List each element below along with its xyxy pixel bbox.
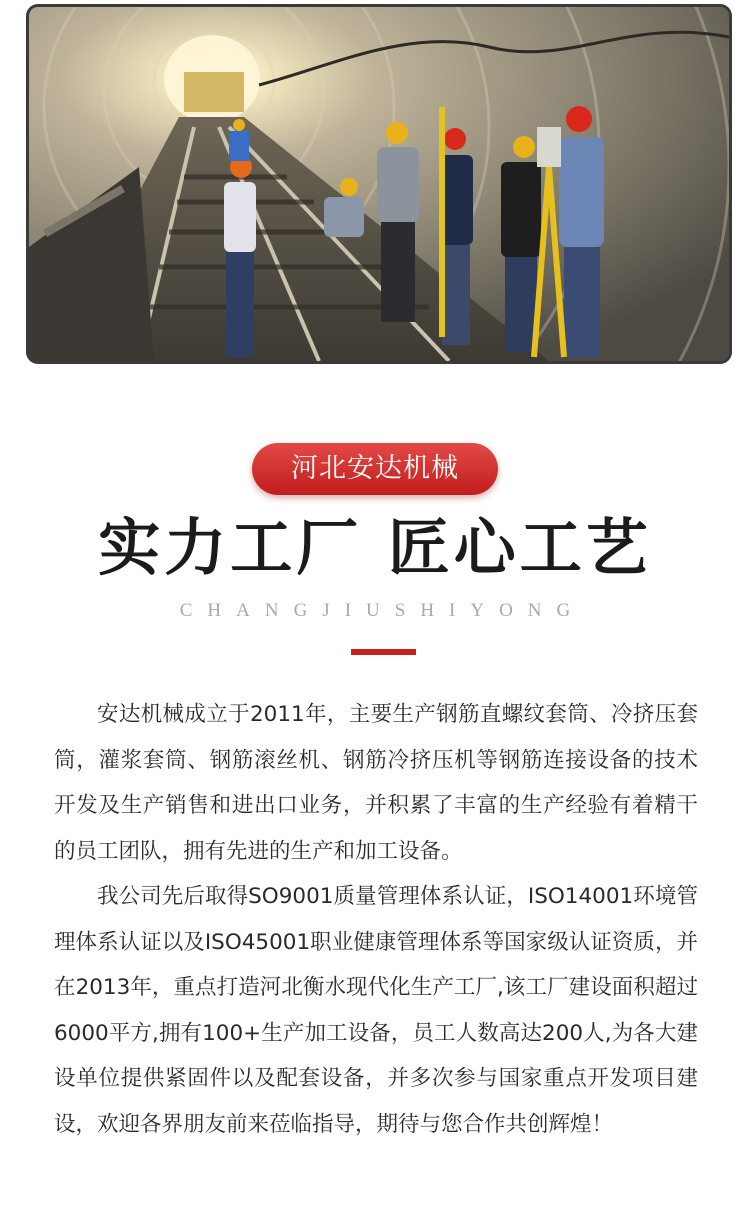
intro-paragraph: 我公司先后取得SO9001质量管理体系认证，ISO14001环境管理体系认证以及ISO45001职业健康管理体系等国家级认证资质，并在2013年，重点打造河北衡水现代化生产工厂,该工厂建设面积超过6000平方,拥有100+生产加工设备，员工人数高达200人,为各大建设单位提供紧固件以及配套设备，并多次参与国家重点开发项目建设，欢迎各界朋友前来莅临指导，期待与您合作共创辉煌！: [54, 884, 698, 1137]
hero-photo: [26, 4, 732, 364]
red-divider: [351, 649, 416, 655]
tunnel-photo-illustration: [29, 7, 729, 361]
pinyin-subtitle: CHANGJIUSHIYONG: [179, 600, 586, 621]
page-headline: 实力工厂 匠心工艺: [98, 511, 652, 584]
company-intro: [54, 692, 698, 1147]
company-name-badge: 河北安达机械: [252, 443, 498, 495]
intro-paragraph: 安达机械成立于2011年，主要生产钢筋直螺纹套筒、冷挤压套筒，灌浆套筒、钢筋滚丝机、钢筋冷挤压机等钢筋连接设备的技术开发及生产销售和进出口业务，并积累了丰富的生产经验有着精干的员工团队，拥有先进的生产和加工设备。: [54, 702, 698, 864]
